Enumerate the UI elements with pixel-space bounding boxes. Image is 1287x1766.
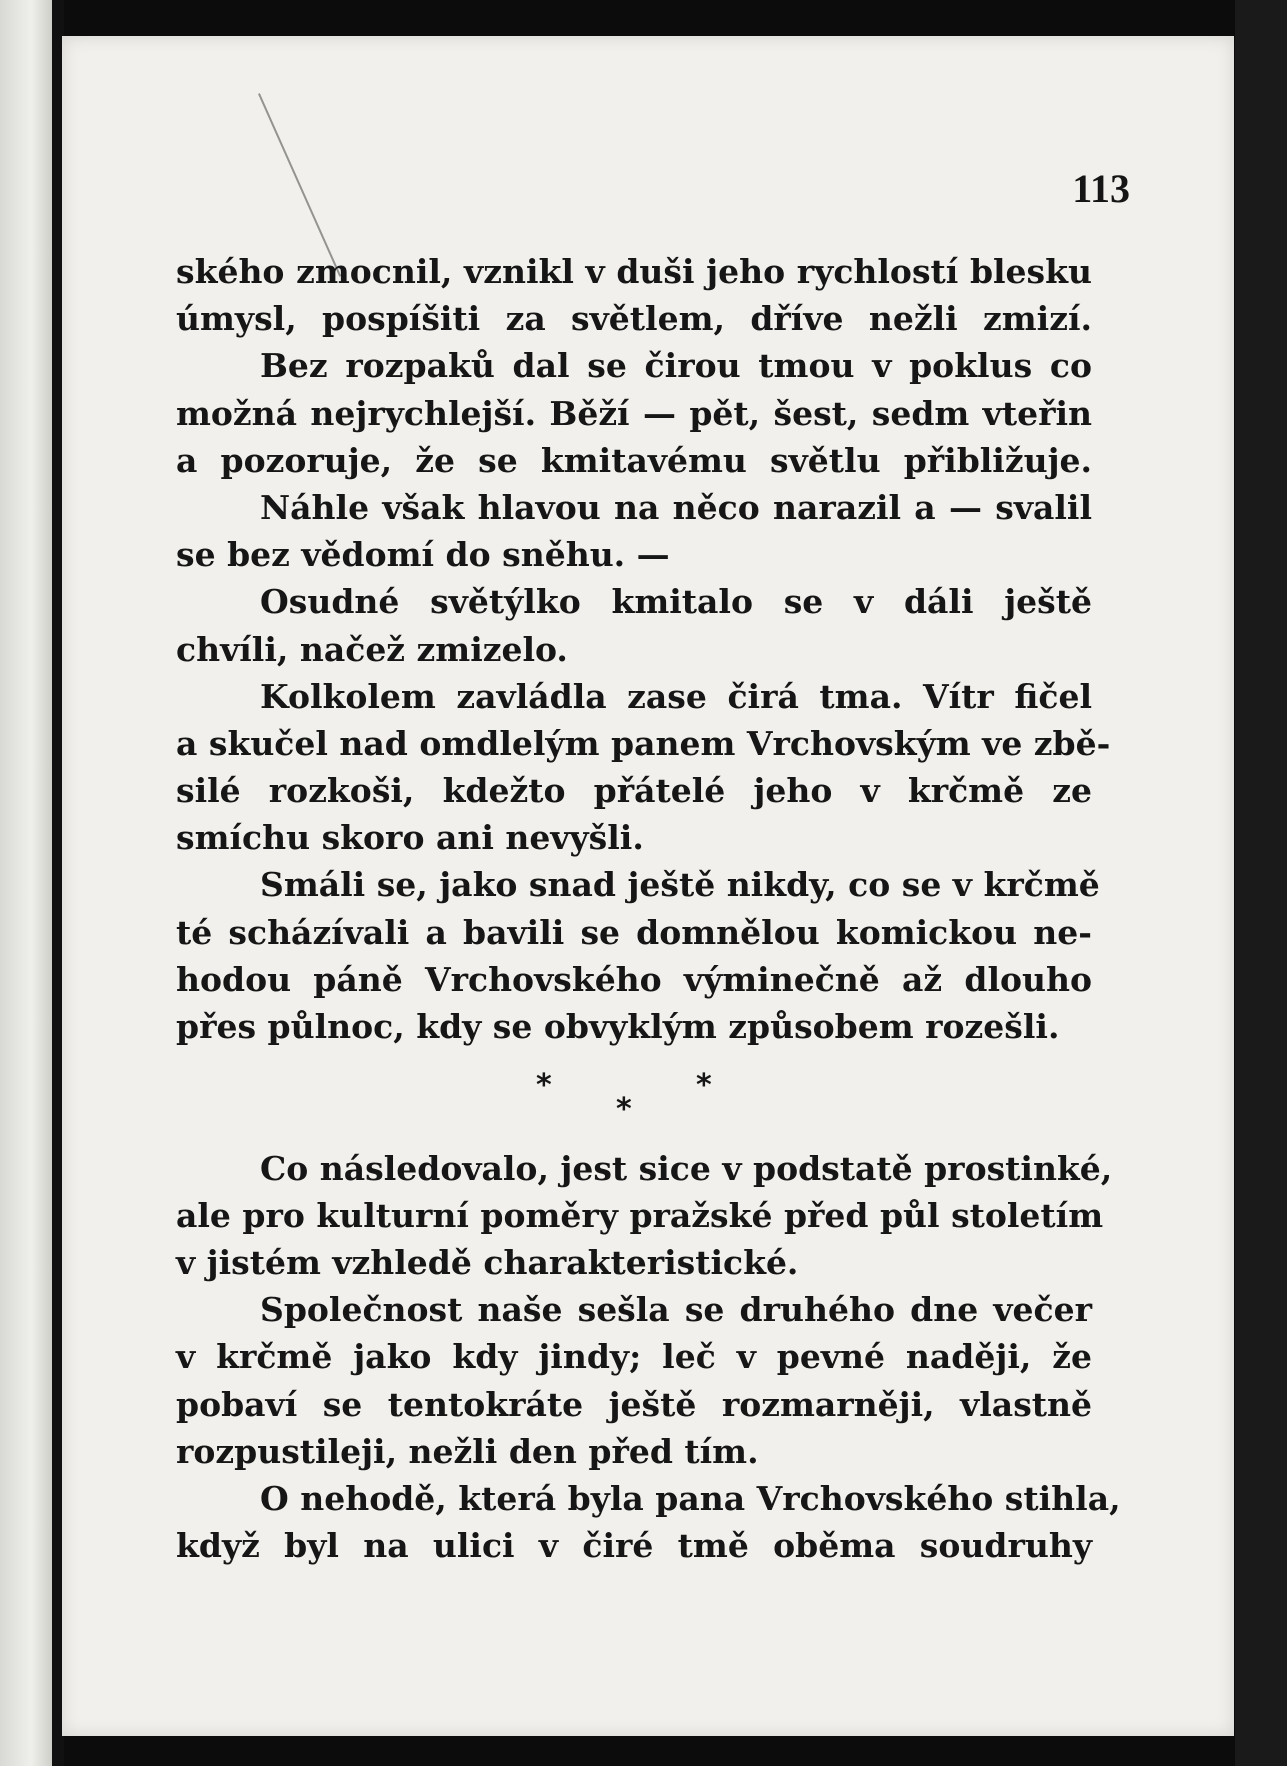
text-line: rozpustileji, nežli den před tím. xyxy=(176,1431,759,1471)
text-line: chvíli, načež zmizelo. xyxy=(176,629,568,669)
text-line: se bez vědomí do sněhu. — xyxy=(176,535,670,575)
text-line: Bez rozpaků dal se čirou tmou v poklus co xyxy=(260,346,1092,386)
separator-asterisk: * xyxy=(616,1092,632,1128)
text-line: silé rozkoši, kdežto přátelé jeho v krčmě ze xyxy=(176,771,1092,811)
text-line: Náhle však hlavou na něco narazil a — svalil xyxy=(260,487,1092,527)
text-line: Osudné světýlko kmitalo se v dáli ještě xyxy=(260,582,1092,622)
text-line: smíchu skoro ani nevyšli. xyxy=(176,818,644,858)
section-separator xyxy=(176,1050,1092,1144)
text-line: O nehodě, která byla pana Vrchovského stihla, xyxy=(260,1478,1121,1518)
text-line: v jistém vzhledě charakteristické. xyxy=(176,1242,799,1282)
page-number: 113 xyxy=(1072,166,1130,211)
text-part-2 xyxy=(176,1145,1121,1570)
text-part-1 xyxy=(176,248,1111,1050)
previous-page-edge xyxy=(0,0,52,1766)
text-line: pobaví se tentokráte ještě rozmarněji, vlastně xyxy=(176,1384,1092,1424)
text-line: a pozoruje, že se kmitavému světlu přibližuje. xyxy=(176,440,1092,480)
text-line: Smáli se, jako snad ještě nikdy, co se v krčmě xyxy=(260,865,1100,905)
text-line: když byl na ulici v čiré tmě oběma soudruhy xyxy=(176,1526,1092,1566)
text-line: přes půlnoc, kdy se obvyklým způsobem rozešli. xyxy=(176,1007,1060,1046)
text-line: možná nejrychlejší. Běží — pět, šest, sedm vteřin xyxy=(176,393,1092,433)
text-line: hodou páně Vrchovského výminečně až dlouho xyxy=(176,959,1092,999)
text-line: ale pro kulturní poměry pražské před půl stoletím xyxy=(176,1195,1104,1235)
scan-border xyxy=(1235,0,1287,1766)
separator-asterisk: * xyxy=(696,1068,712,1104)
text-line: ského zmocnil, vznikl v duši jeho rychlostí blesku xyxy=(176,252,1092,291)
text-line: Společnost naše sešla se druhého dne večer xyxy=(260,1290,1092,1330)
separator-asterisk: * xyxy=(536,1068,552,1104)
body-text xyxy=(176,248,1121,1569)
text-line: úmysl, pospíšiti za světlem, dříve nežli zmizí. xyxy=(176,299,1092,339)
text-line: Kolkolem zavládla zase čirá tma. Vítr fičel xyxy=(260,676,1092,716)
text-line: Co následovalo, jest sice v podstatě prostinké, xyxy=(260,1148,1113,1188)
text-line: té scházívali a bavili se domnělou komickou ne- xyxy=(176,912,1092,952)
text-line: a skučel nad omdlelým panem Vrchovským ve zbě- xyxy=(176,723,1111,763)
text-line: v krčmě jako kdy jindy; leč v pevné naději, že xyxy=(176,1337,1092,1377)
